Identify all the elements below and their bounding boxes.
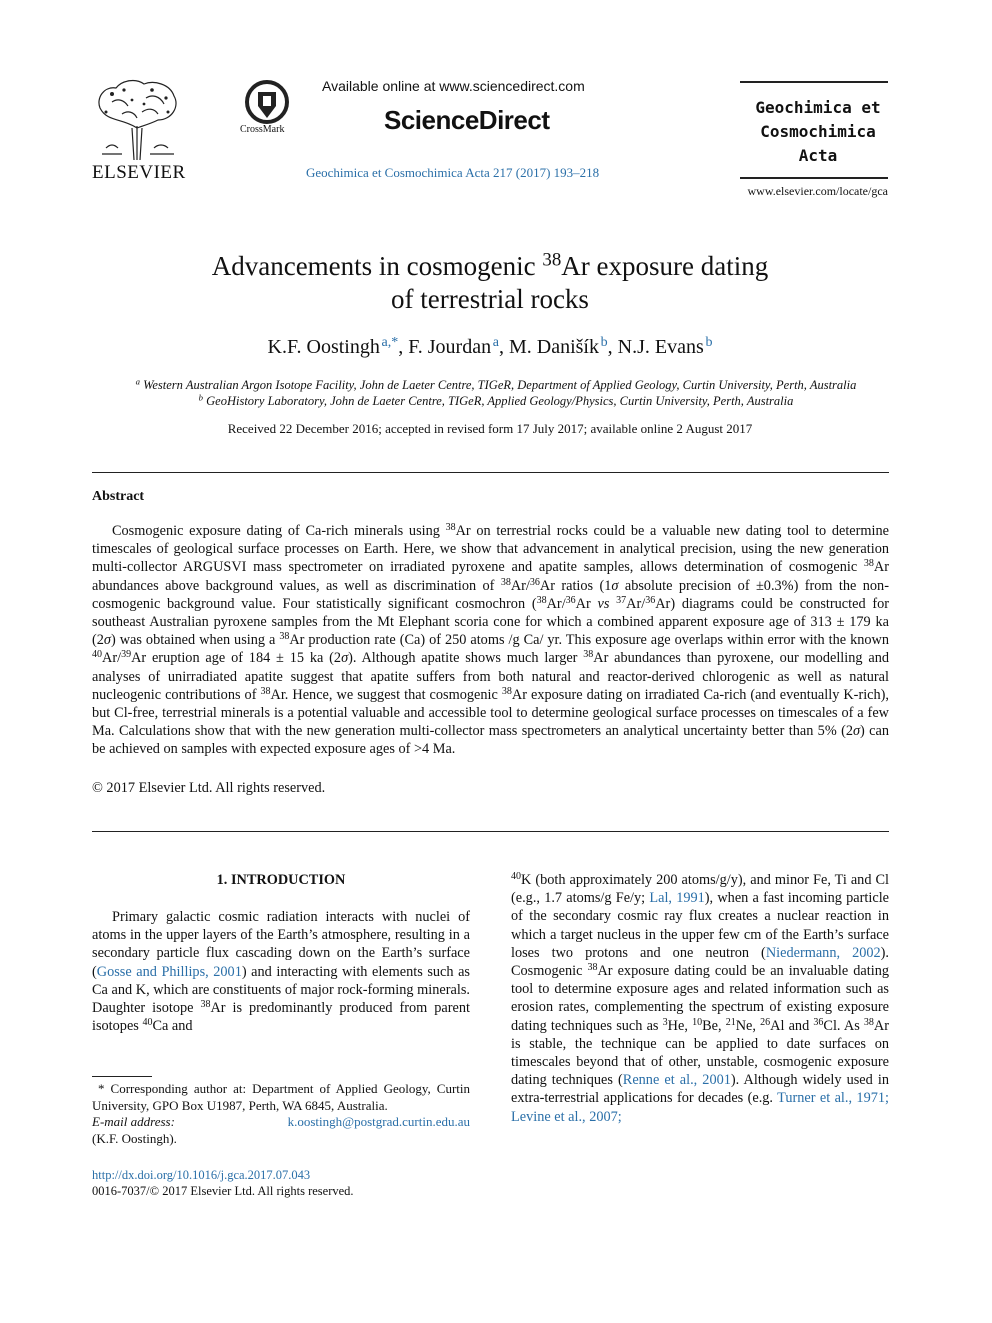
abstract-copyright: © 2017 Elsevier Ltd. All rights reserved.	[92, 780, 326, 796]
email-link[interactable]: k.oostingh@postgrad.curtin.edu.au	[287, 1114, 470, 1129]
citation-link[interactable]: Turner et al., 1971; Levine et al., 2007;	[511, 1090, 889, 1125]
citation-link[interactable]: Renne et al., 2001	[622, 1072, 731, 1089]
article-title	[92, 250, 888, 316]
email-line	[92, 1114, 470, 1131]
email-label: E-mail address:	[92, 1114, 175, 1129]
journal-title	[740, 96, 896, 168]
author-name[interactable]: F. Jourdan	[408, 336, 492, 358]
title-text: of terrestrial rocks	[391, 284, 589, 314]
issn-copyright: 0016-7037/© 2017 Elsevier Ltd. All rights reserved.	[92, 1184, 354, 1198]
affiliation-text: GeoHistory Laboratory, John de Laeter Centre, TIGeR, Applied Geology/Physics, Curtin University, Perth, Australia	[206, 394, 794, 408]
citation-link[interactable]: Niedermann, 2002	[765, 944, 881, 961]
citation-link[interactable]: Gosse and Phillips, 2001	[96, 963, 242, 980]
affiliation-b	[92, 394, 900, 409]
author-affiliation-mark[interactable]: b	[600, 335, 608, 350]
author-affiliation-mark[interactable]: a	[492, 335, 499, 350]
crossmark-icon[interactable]	[244, 80, 290, 124]
journal-citation[interactable]: Geochimica et Cosmochimica Acta 217 (2017) 193–218	[306, 165, 600, 180]
abstract-body: Cosmogenic exposure dating of Ca-rich minerals using $^{38}$Ar on terrestrial rocks could be a valuable new dating tool to determine timescales of geological surface processes on Earth. Here, we show that advancement in analytical precision, using the new generation multi-collector ARGUSVI mass spectrometer on irradiated pyroxene and apatite samples, allows determination of cosmogenic $^{38}$Ar abundances above background values, as well as discrimination of $^{38}$Ar/$^{36}$Ar ratios (1σ absolute precision of ±0.3%) from the non-cosmogenic background value. Four statistically significant cosmochron ($^{38}$Ar/$^{36}$Ar vs $^{37}$Ar/$^{36}$Ar) diagrams could be constructed for southeast Australian pyroxene samples from the Mt Elephant scoria cone for which a combined apparent exposure age of 313 ± 179 ka (2σ) was obtained when using a $^{38}$Ar production rate (Ca) of 250 atoms /g Ca/ yr. This exposure age overlaps within error with the known $^{40}$Ar/$^{39}$Ar eruption age of 184 ± 15 ka (2σ). Although apatite shows much larger $^{38}$Ar abundances than pyroxene, our modelling and analyses of unirradiated apatite suggest that apatite suffers from both natural and reactor-derived chlorogenic as well as natural nucleogenic contributions of $^{38}$Ar. Hence, we suggest that cosmogenic $^{38}$Ar exposure dating on irradiated Ca-rich (and eventually K-rich), but Cl-free, terrestrial minerals is a potential valuable and accessible tool to determine geological surface processes on timescales of a few Ma. Calculations show that with the new generation multi-collector mass spectrometers an analytical uncertainty better than 5% (2σ) can be achieved on samples with expected exposure ages of >4 Ma.	[92, 522, 890, 758]
available-online: Available online at www.sciencedirect.com	[322, 78, 585, 94]
intro-paragraph-column2: $^{40}$K (both approximately 200 atoms/g/y), and minor Fe, Ti and Cl (e.g., 1.7 atoms/g Fe/y; Lal, 1991), when a fast incoming particle of the secondary cosmic ray flux creates a nuclear reaction in which a target nucleus in the upper few cm of the Earth’s surface loses two protons and one neutron (Niedermann, 2002). Cosmogenic $^{38}$Ar exposure dating could be an invaluable dating tool to determine exposure ages and related information such as erosion rates, complementing the spectrum of existing exposure dating techniques such as $^3$He, $^{10}$Be, $^{21}$Ne, $^{26}$Al and $^{36}$Cl. As $^{38}$Ar is stable, the technique can be applied to date surfaces on timescales beyond that of other, unstable, cosmogenic exposure dating techniques (Renne et al., 2001). Although widely used in extra-terrestrial applications for decades (e.g. Turner et al., 1971; Levine et al., 2007;	[511, 871, 890, 1125]
email-owner: (K.F. Oostingh).	[92, 1130, 177, 1146]
author-affiliation-mark[interactable]: a,*	[381, 335, 399, 350]
author-name[interactable]: N.J. Evans	[617, 336, 704, 358]
affiliation-mark: a	[135, 376, 140, 387]
journal-url[interactable]: www.elsevier.com/locate/gca	[747, 184, 888, 198]
sciencedirect-logo: ScienceDirect	[384, 105, 550, 135]
abstract-heading: Abstract	[92, 489, 145, 504]
publisher-wordmark: ELSEVIER	[92, 162, 186, 183]
journal-title-line: Acta	[798, 146, 838, 165]
title-text: Ar exposure dating	[561, 251, 769, 281]
elsevier-tree-logo	[92, 78, 182, 162]
received-dates: Received 22 December 2016; accepted in revised form 17 July 2017; available online 2 August 2017	[227, 421, 753, 436]
title-text: Advancements in cosmogenic	[211, 251, 543, 281]
affiliation-text: Western Australian Argon Isotope Facility, John de Laeter Centre, TIGeR, Department of Applied Geology, Curtin University, Perth, Australia	[143, 378, 857, 392]
doi-link[interactable]: http://dx.doi.org/10.1016/j.gca.2017.07.043	[92, 1168, 311, 1182]
footnote-rule	[92, 1076, 152, 1077]
journal-title-line: Cosmochimica	[760, 122, 876, 141]
citation-link[interactable]: Lal, 1991	[649, 890, 705, 907]
corresponding-author-note: * Corresponding author at: Department of Applied Geology, Curtin University, GPO Box U1987, Perth, WA 6845, Australia.	[92, 1081, 470, 1113]
crossmark-label: CrossMark	[240, 124, 285, 135]
intro-paragraph-column1: Primary galactic cosmic radiation interacts with nuclei of atoms in the upper layers of the Earth’s atmosphere, resulting in a secondary particle flux cascading down on the Earth’s surface (Gosse and Phillips, 2001) and interacting with elements such as Ca and K, which are constituents of major rock-forming minerals. Daughter isotope $^{38}$Ar is predominantly produced from parent isotopes $^{40}$Ca and	[92, 909, 470, 1035]
rule-above-abstract	[92, 472, 889, 473]
author-list: K.F. Oostingh $^{a,*}$, F. Jourdan $^a$, M. Danišík $^b$, N.J. Evans $^b$	[267, 335, 713, 358]
section-heading-introduction: 1. INTRODUCTION	[216, 872, 346, 888]
footnote	[92, 1081, 470, 1147]
author-name[interactable]: K.F. Oostingh	[267, 336, 380, 358]
journal-rule-bottom	[740, 177, 888, 179]
rule-below-abstract	[92, 831, 889, 832]
affiliation-mark: b	[198, 392, 204, 403]
affiliation-a	[92, 378, 900, 393]
journal-title-line: Geochimica et	[755, 98, 881, 117]
author-affiliation-mark[interactable]: b	[705, 335, 713, 350]
journal-rule-top	[740, 81, 888, 83]
title-superscript: 38	[542, 249, 562, 271]
author-name[interactable]: M. Danišík	[508, 336, 599, 358]
